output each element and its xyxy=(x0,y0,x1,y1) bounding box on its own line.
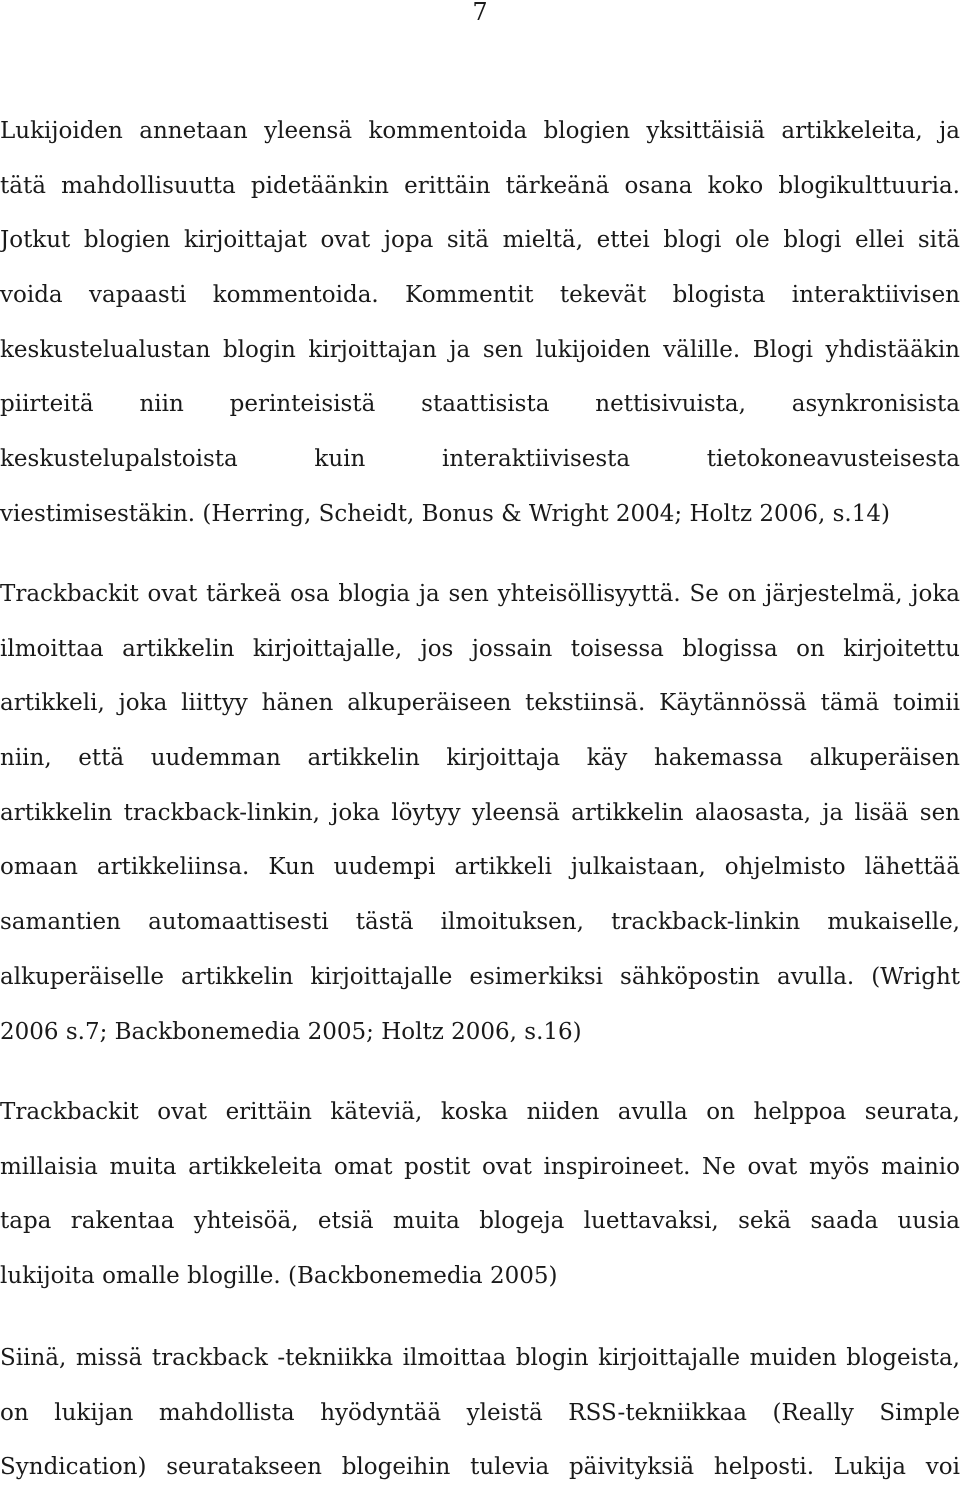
text-line: tätä mahdollisuutta pidetäänkin erittäin tärkeänä osana koko blogikulttuuria. xyxy=(0,172,960,199)
text-line: keskustelupalstoista kuin interaktiivisesta tietokoneavusteisesta xyxy=(0,446,960,473)
text-line: piirteitä niin perinteisistä staattisista nettisivuista, asynkronisista xyxy=(0,391,960,418)
text-line: artikkeli, joka liittyy hänen alkuperäiseen tekstiinsä. Käytännössä tämä toimii xyxy=(0,690,960,717)
text-line: viestimisestäkin. (Herring, Scheidt, Bonus & Wright 2004; Holtz 2006, s.14) xyxy=(0,500,890,527)
paragraph-trackbacks xyxy=(0,567,960,1059)
text-line: artikkelin trackback-linkin, joka löytyy yleensä artikkelin alaosasta, ja lisää sen xyxy=(0,799,960,826)
text-line: samantien automaattisesti tästä ilmoituksen, trackback-linkin mukaiselle, xyxy=(0,909,960,936)
text-line: keskustelualustan blogin kirjoittajan ja sen lukijoiden välille. Blogi yhdistääkin xyxy=(0,336,960,363)
text-line: Siinä, missä trackback -tekniikka ilmoittaa blogin kirjoittajalle muiden blogeista, xyxy=(0,1345,960,1371)
text-line: alkuperäiselle artikkelin kirjoittajalle esimerkiksi sähköpostin avulla. (Wright xyxy=(0,963,960,990)
text-line: Syndication) seuratakseen blogeihin tulevia päivityksiä helposti. Lukija voi xyxy=(0,1454,960,1481)
text-line: 2006 s.7; Backbonemedia 2005; Holtz 2006, s.16) xyxy=(0,1018,582,1045)
paragraph-rss xyxy=(0,1331,960,1495)
text-line: niin, että uudemman artikkelin kirjoittaja käy hakemassa alkuperäisen xyxy=(0,745,960,772)
paragraph-trackback-benefits xyxy=(0,1085,960,1304)
text-line: lukijoita omalle blogille. (Backbonemedia 2005) xyxy=(0,1263,558,1290)
text-line: Lukijoiden annetaan yleensä kommentoida blogien yksittäisiä artikkeleita, ja xyxy=(0,118,960,144)
text-line: Trackbackit ovat tärkeä osa blogia ja sen yhteisöllisyyttä. Se on järjestelmä, joka xyxy=(0,581,960,607)
text-line: Trackbackit ovat erittäin käteviä, koska niiden avulla on helppoa seurata, xyxy=(0,1099,960,1125)
text-line: on lukijan mahdollista hyödyntää yleistä RSS-tekniikkaa (Really Simple xyxy=(0,1399,960,1426)
text-line: omaan artikkeliinsa. Kun uudempi artikkeli julkaistaan, ohjelmisto lähettää xyxy=(0,854,960,881)
text-line: millaisia muita artikkeleita omat postit ovat inspiroineet. Ne ovat myös mainio xyxy=(0,1153,960,1180)
text-line: Jotkut blogien kirjoittajat ovat jopa sitä mieltä, ettei blogi ole blogi ellei sitä xyxy=(0,227,960,254)
text-line: ilmoittaa artikkelin kirjoittajalle, jos jossain toisessa blogissa on kirjoitettu xyxy=(0,635,960,662)
text-line: voida vapaasti kommentoida. Kommentit tekevät blogista interaktiivisen xyxy=(0,282,960,309)
paragraph-comments xyxy=(0,104,960,542)
text-line: tapa rakentaa yhteisöä, etsiä muita blogeja luettavaksi, sekä saada uusia xyxy=(0,1208,960,1235)
page-number: 7 xyxy=(472,0,488,26)
